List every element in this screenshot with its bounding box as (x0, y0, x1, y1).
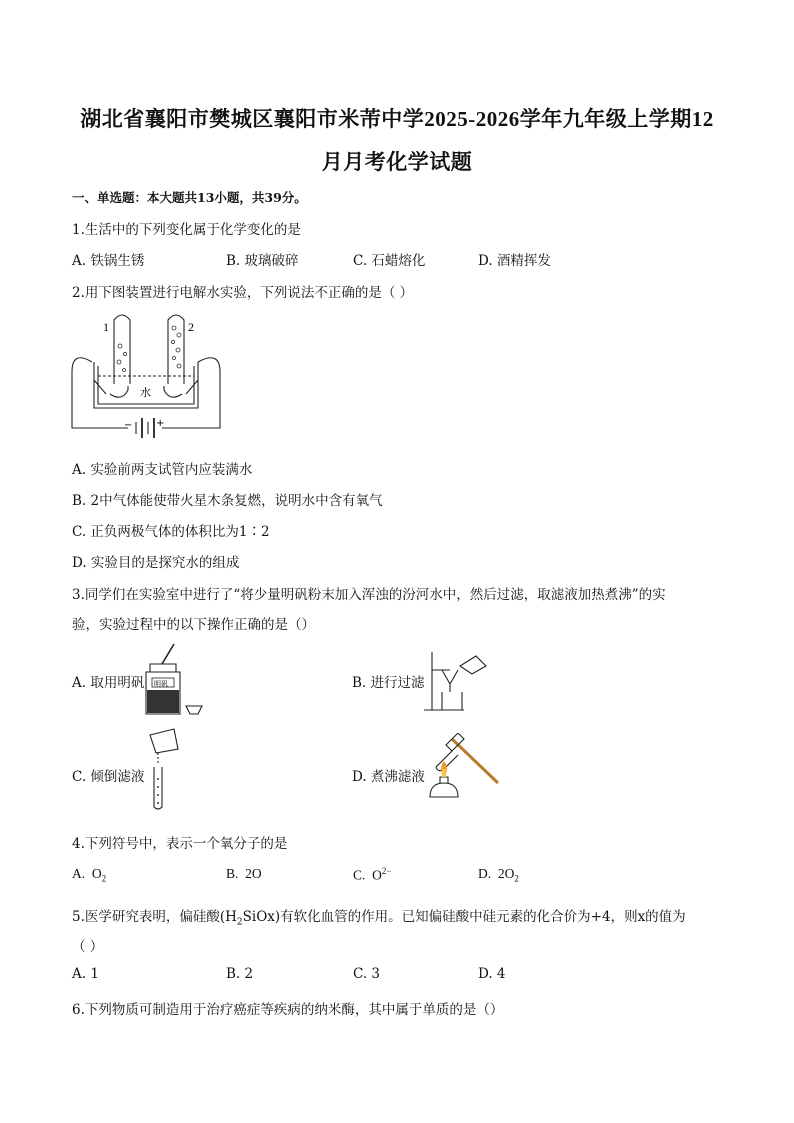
boiling-filtrate-figure (422, 733, 502, 813)
question-3-option-a: A. 取用明矾 (72, 675, 145, 691)
question-5-stem-part-a: 5.医学研究表明，偏硅酸(H (72, 909, 237, 925)
tube-1-label: 1 (103, 320, 109, 334)
question-5-option-d: D. 4 (478, 966, 506, 982)
question-4-option-c-superscript: 2− (381, 866, 392, 876)
question-4-option-c (353, 866, 391, 884)
alum-jar-label: 明矾 (154, 680, 168, 688)
pouring-filtrate-figure (140, 727, 190, 811)
question-2-option-a: A. 实验前两支试管内应装满水 (72, 462, 253, 478)
question-6-stem: 6.下列物质可制造用于治疗癌症等疾病的纳米酶，其中属于单质的是（） (72, 1002, 504, 1018)
question-4-option-b-letter: B. (226, 866, 239, 881)
question-3-stem-line1: 3.同学们在实验室中进行了“将少量明矾粉末加入浑浊的汾河水中，然后过滤，取滤液加热煮沸”的实 (72, 587, 666, 603)
question-5-stem-line2: （ ） (72, 939, 104, 955)
question-5-option-c: C. 3 (353, 966, 381, 982)
question-3-stem-line2: 验，实验过程中的以下操作正确的是（） (72, 617, 315, 633)
question-1-option-b: B. 玻璃破碎 (226, 253, 299, 269)
question-1-option-d: D. 酒精挥发 (478, 253, 551, 269)
question-4-option-a (72, 866, 106, 884)
page-title-line2: 月月考化学试题 (321, 150, 473, 174)
question-3-option-b: B. 进行过滤 (352, 675, 425, 691)
filtration-setup-figure (420, 648, 490, 714)
section-heading: 一、单选题：本大题共13小题，共39分。 (72, 190, 307, 205)
question-5-stem-part-b: SiOx)有软化血管的作用。已知偏硅酸中硅元素的化合价为+4，则x的值为 (242, 909, 686, 925)
question-4-option-d-symbol: 2O (497, 866, 515, 881)
question-4-option-d (478, 866, 519, 884)
page-title-line1: 湖北省襄阳市樊城区襄阳市米芾中学2025-2026学年九年级上学期12 (80, 107, 714, 131)
battery-plus-label: + (156, 418, 165, 429)
water-label: 水 (140, 386, 151, 399)
question-4-option-a-subscript: 2 (101, 873, 107, 884)
question-1-stem: 1.生活中的下列变化属于化学变化的是 (72, 222, 301, 238)
question-1-option-a: A. 铁锅生锈 (72, 253, 145, 269)
question-2-option-c: C. 正负两极气体的体积比为1∶2 (72, 524, 270, 540)
question-4-option-c-symbol: O (372, 867, 382, 883)
question-5-stem-line1 (72, 905, 686, 928)
question-1-option-c: C. 石蜡熔化 (353, 253, 426, 269)
question-3-option-d: D. 煮沸滤液 (352, 769, 425, 785)
question-2-option-b: B. 2中气体能使带火星木条复燃，说明水中含有氧气 (72, 493, 383, 509)
question-4-option-a-symbol: O (91, 866, 102, 881)
alum-jar-figure (140, 642, 210, 718)
electrolysis-apparatus-figure (70, 310, 222, 442)
question-2-stem: 2.用下图装置进行电解水实验，下列说法不正确的是（ ） (72, 285, 414, 301)
question-3-option-c: C. 倾倒滤液 (72, 769, 145, 785)
question-4-option-b (226, 866, 262, 882)
question-4-option-d-letter: D. (478, 866, 492, 881)
question-5-option-b: B. 2 (226, 966, 254, 982)
question-2-option-d: D. 实验目的是探究水的组成 (72, 555, 240, 571)
question-4-option-a-letter: A. (72, 866, 86, 881)
question-4-option-c-letter: C. (353, 867, 366, 883)
question-4-option-b-symbol: 2O (245, 866, 262, 881)
question-5-option-a: A. 1 (72, 966, 99, 982)
question-4-option-d-subscript: 2 (514, 873, 519, 884)
battery-minus-label: − (124, 420, 133, 431)
question-5-stem-subscript: 2 (236, 917, 243, 928)
tube-2-label: 2 (188, 320, 194, 334)
question-4-stem: 4.下列符号中，表示一个氧分子的是 (72, 836, 288, 852)
